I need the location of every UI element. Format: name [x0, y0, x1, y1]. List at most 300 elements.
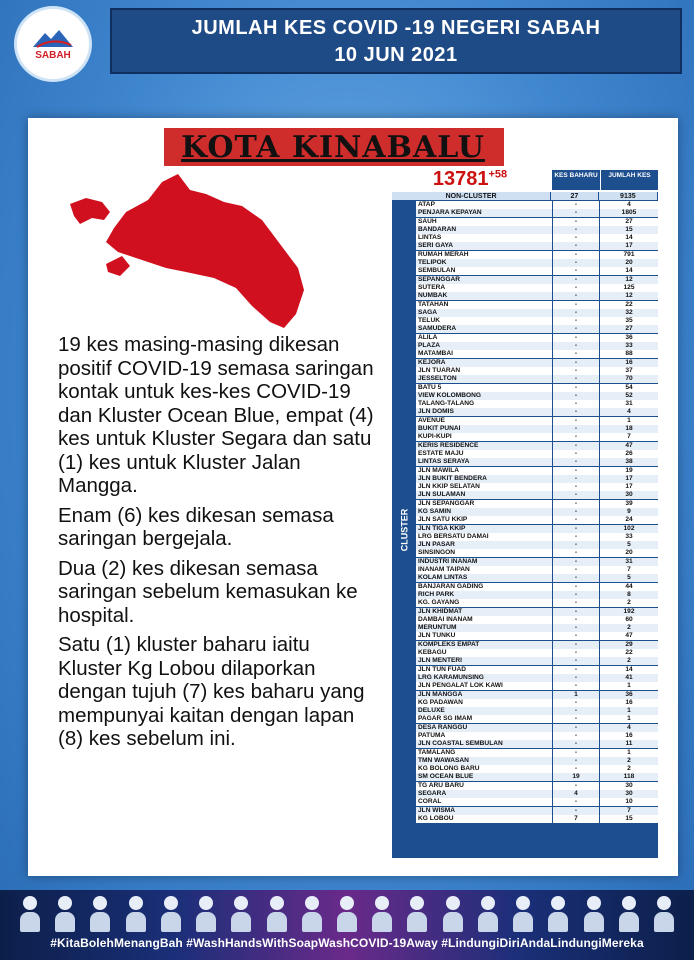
cluster-name: DELUXE — [416, 707, 552, 715]
cluster-total-cases: 118 — [600, 773, 658, 781]
cluster-new-cases: 19 — [553, 773, 599, 781]
person-icon — [126, 896, 146, 932]
cluster-name: BATU 5 — [416, 384, 552, 392]
cluster-new-cases: - — [553, 666, 599, 674]
cluster-name: KEJORA — [416, 359, 552, 367]
cluster-total-cases: 5 — [600, 574, 658, 582]
district-title: KOTA KINABALU — [181, 130, 485, 165]
table-row — [416, 583, 658, 591]
cluster-new-cases: - — [553, 467, 599, 475]
mountain-logo-icon — [31, 27, 75, 49]
cluster-total-cases: 47 — [600, 632, 658, 640]
cluster-new-cases: - — [553, 276, 599, 284]
table-row — [416, 491, 658, 499]
cluster-total-cases: 36 — [600, 334, 658, 342]
cluster-new-cases: - — [553, 259, 599, 267]
cluster-name: TELIPOK — [416, 259, 552, 267]
table-row — [416, 533, 658, 541]
cluster-total-cases: 2 — [600, 765, 658, 773]
cluster-new-cases: - — [553, 682, 599, 690]
table-row — [416, 807, 658, 815]
cluster-new-cases: - — [553, 549, 599, 557]
cluster-total-cases: 125 — [600, 284, 658, 292]
cluster-name: INDUSTRI INANAM — [416, 558, 552, 566]
person-icon — [20, 896, 40, 932]
cluster-new-cases: - — [553, 566, 599, 574]
cluster-new-cases: - — [553, 715, 599, 723]
cluster-name: TELUK — [416, 317, 552, 325]
table-row — [416, 458, 658, 466]
table-row — [416, 317, 658, 325]
cluster-name: SERI GAYA — [416, 242, 552, 250]
table-row — [416, 773, 658, 781]
cluster-name: CORAL — [416, 798, 552, 806]
table-row — [416, 574, 658, 582]
cluster-name: JLN KHIDMAT — [416, 608, 552, 616]
non-cluster-label: NON-CLUSTER — [392, 192, 551, 200]
cluster-total-cases: 31 — [600, 558, 658, 566]
cluster-name: DESA RANGGU — [416, 724, 552, 732]
table-row — [416, 624, 658, 632]
table-row — [416, 292, 658, 300]
cluster-side-label-text: CLUSTER — [399, 508, 409, 551]
cluster-total-cases: 35 — [600, 317, 658, 325]
cluster-new-cases: - — [553, 740, 599, 748]
cluster-name: MATAMBAI — [416, 350, 552, 358]
person-icon — [337, 896, 357, 932]
cluster-total-cases: 1 — [600, 749, 658, 757]
cluster-total-cases: 54 — [600, 384, 658, 392]
table-row — [416, 400, 658, 408]
cluster-name: SEMBULAN — [416, 267, 552, 275]
cluster-total-cases: 16 — [600, 699, 658, 707]
cluster-total-cases: 20 — [600, 259, 658, 267]
cluster-total-cases: 39 — [600, 500, 658, 508]
cluster-new-cases: - — [553, 616, 599, 624]
cluster-total-cases: 15 — [600, 226, 658, 234]
table-row — [416, 309, 658, 317]
cluster-total-cases: 9 — [600, 508, 658, 516]
cluster-total-cases: 2 — [600, 757, 658, 765]
table-row — [416, 549, 658, 557]
cluster-total-cases: 44 — [600, 583, 658, 591]
cluster-name: JESSELTON — [416, 375, 552, 383]
person-icon — [55, 896, 75, 932]
cluster-new-cases: 7 — [553, 815, 599, 823]
table-row — [416, 798, 658, 806]
cluster-name: KG SAMIN — [416, 508, 552, 516]
cluster-total-cases: 37 — [600, 367, 658, 375]
total-value: 13781 — [432, 168, 489, 190]
cluster-name: INANAM TAIPAN — [416, 566, 552, 574]
cluster-total-cases: 4 — [600, 724, 658, 732]
table-row — [416, 384, 658, 392]
cluster-name: KG LOBOU — [416, 815, 552, 823]
cluster-name: BANDARAN — [416, 226, 552, 234]
cluster-new-cases: - — [553, 201, 599, 209]
cluster-name: DAMBAI INANAM — [416, 616, 552, 624]
cluster-new-cases: - — [553, 284, 599, 292]
cluster-new-cases: - — [553, 608, 599, 616]
cluster-new-cases: - — [553, 541, 599, 549]
table-row — [416, 359, 658, 367]
cluster-new-cases: - — [553, 525, 599, 533]
cluster-total-cases: 22 — [600, 301, 658, 309]
table-row — [416, 325, 658, 333]
table-row — [416, 475, 658, 483]
cluster-total-cases: 16 — [600, 359, 658, 367]
cluster-name: JLN SULAMAN — [416, 491, 552, 499]
table-row — [416, 516, 658, 524]
cluster-name: JLN MANGGA — [416, 691, 552, 699]
cluster-total-cases: 30 — [600, 782, 658, 790]
cluster-name: TAMALANG — [416, 749, 552, 757]
cluster-name: JLN COASTAL SEMBULAN — [416, 740, 552, 748]
cluster-new-cases: - — [553, 392, 599, 400]
table-row — [416, 201, 658, 209]
person-icon — [478, 896, 498, 932]
cluster-name: KG PADAWAN — [416, 699, 552, 707]
cluster-name: ATAP — [416, 201, 552, 209]
cluster-name: JLN DOMIS — [416, 408, 552, 416]
cluster-total-cases: 192 — [600, 608, 658, 616]
cluster-new-cases: - — [553, 624, 599, 632]
cluster-name: BANJARAN GADING — [416, 583, 552, 591]
table-row — [416, 591, 658, 599]
cluster-total-cases: 1805 — [600, 209, 658, 217]
person-icon — [513, 896, 533, 932]
person-icon — [372, 896, 392, 932]
table-row — [416, 782, 658, 790]
cluster-new-cases: - — [553, 500, 599, 508]
cluster-new-cases: - — [553, 724, 599, 732]
cluster-name: RUMAH MERAH — [416, 251, 552, 259]
table-row — [416, 259, 658, 267]
cluster-total-cases: 1 — [600, 682, 658, 690]
person-icon — [90, 896, 110, 932]
kota-kinabalu-map-icon — [66, 172, 316, 332]
narrative-paragraph-1: 19 kes masing-masing dikesan positif COVID-19 semasa saringan kontak untuk kes-kes COVID-19 dan Kluster Ocean Blue, empat (4) kes untuk Kluster Segara dan satu (1) kes untuk Kluster Jalan Mangga. — [58, 333, 374, 497]
cluster-new-cases: - — [553, 641, 599, 649]
cluster-total-cases: 17 — [600, 475, 658, 483]
cluster-name: JLN TUN FUAD — [416, 666, 552, 674]
table-row — [416, 740, 658, 748]
cluster-total-cases: 1 — [600, 417, 658, 425]
cluster-new-cases: - — [553, 309, 599, 317]
cluster-name: KOMPLEKS EMPAT — [416, 641, 552, 649]
cluster-name: RICH PARK — [416, 591, 552, 599]
cluster-name: TMN WAWASAN — [416, 757, 552, 765]
cluster-new-cases: - — [553, 325, 599, 333]
header-date: 10 JUN 2021 — [334, 44, 458, 66]
cluster-new-cases: - — [553, 218, 599, 226]
table-row — [416, 815, 658, 823]
cluster-new-cases: - — [553, 583, 599, 591]
cluster-total-cases: 52 — [600, 392, 658, 400]
cluster-new-cases: - — [553, 483, 599, 491]
table-row — [416, 508, 658, 516]
table-row — [416, 707, 658, 715]
cluster-name: TALANG-TALANG — [416, 400, 552, 408]
cluster-total-cases: 7 — [600, 807, 658, 815]
cluster-total-cases: 33 — [600, 533, 658, 541]
table-row — [416, 467, 658, 475]
frontliner-figures — [20, 896, 674, 934]
header-title: JUMLAH KES COVID -19 NEGERI SABAH — [191, 17, 601, 39]
cluster-new-cases: - — [553, 317, 599, 325]
cluster-total-cases: 7 — [600, 566, 658, 574]
cluster-name: NUMBAK — [416, 292, 552, 300]
person-icon — [196, 896, 216, 932]
cluster-name: TATAHAN — [416, 301, 552, 309]
table-row — [416, 608, 658, 616]
person-icon — [231, 896, 251, 932]
table-row — [416, 483, 658, 491]
cluster-name: KOLAM LINTAS — [416, 574, 552, 582]
footer-hashtags: #KitaBolehMenangBah #WashHandsWithSoapWashCOVID-19Away #LindungiDiriAndaLindungiMereka — [50, 936, 644, 950]
cluster-total-cases: 47 — [600, 442, 658, 450]
cluster-new-cases: - — [553, 400, 599, 408]
cluster-total-cases: 7 — [600, 433, 658, 441]
cluster-total-cases: 70 — [600, 375, 658, 383]
table-row — [416, 732, 658, 740]
table-row — [416, 276, 658, 284]
table-row — [416, 442, 658, 450]
cluster-total-cases: 17 — [600, 242, 658, 250]
cluster-new-cases: - — [553, 674, 599, 682]
table-row — [416, 209, 658, 217]
cluster-name: LINTAS — [416, 234, 552, 242]
table-row — [416, 641, 658, 649]
cluster-name: SEGARA — [416, 790, 552, 798]
narrative-paragraph-4: Satu (1) kluster baharu iaitu Kluster Kg Lobou dilaporkan dengan tujuh (7) kes baharu yang mempunyai kaitan dengan lapan (8) kes sebelum ini. — [58, 633, 365, 750]
cluster-new-cases: - — [553, 632, 599, 640]
cluster-total-cases: 4 — [600, 201, 658, 209]
col-header-new: KES BAHARU — [552, 170, 600, 190]
cluster-total-cases: 10 — [600, 798, 658, 806]
table-row — [416, 674, 658, 682]
logo — [14, 6, 92, 82]
person-icon — [548, 896, 568, 932]
cluster-total-cases: 26 — [600, 450, 658, 458]
cluster-name: SAGA — [416, 309, 552, 317]
cluster-name: JLN KKIP SELATAN — [416, 483, 552, 491]
cluster-total-cases: 33 — [600, 342, 658, 350]
table-row — [416, 367, 658, 375]
cluster-total-cases: 15 — [600, 815, 658, 823]
cluster-total-cases: 4 — [600, 408, 658, 416]
cluster-new-cases: - — [553, 267, 599, 275]
table-row — [416, 699, 658, 707]
table-row — [416, 267, 658, 275]
cluster-total-cases: 1 — [600, 707, 658, 715]
cluster-name: JLN WISMA — [416, 807, 552, 815]
narrative-paragraph-3: Dua (2) kes dikesan semasa saringan sebelum kemasukan ke hospital. — [58, 556, 358, 627]
table-row — [416, 425, 658, 433]
cluster-name: SM OCEAN BLUE — [416, 773, 552, 781]
cluster-total-cases: 12 — [600, 276, 658, 284]
cluster-total-cases: 30 — [600, 790, 658, 798]
cluster-total-cases: 19 — [600, 467, 658, 475]
person-icon — [407, 896, 427, 932]
person-icon — [443, 896, 463, 932]
cluster-new-cases: - — [553, 384, 599, 392]
cluster-new-cases: - — [553, 749, 599, 757]
cluster-table — [392, 192, 658, 858]
cluster-total-cases: 12 — [600, 292, 658, 300]
cluster-total-cases: 31 — [600, 400, 658, 408]
cluster-name: SAUH — [416, 218, 552, 226]
cluster-total-cases: 24 — [600, 516, 658, 524]
table-row — [416, 417, 658, 425]
cluster-new-cases: - — [553, 657, 599, 665]
cluster-name: KEBAGU — [416, 649, 552, 657]
table-row — [416, 724, 658, 732]
cluster-name: JLN BUKIT BENDERA — [416, 475, 552, 483]
cluster-name: PLAZA — [416, 342, 552, 350]
table-row — [416, 749, 658, 757]
cluster-name: SEPANGGAR — [416, 276, 552, 284]
person-icon — [267, 896, 287, 932]
table-row — [416, 566, 658, 574]
non-cluster-total: 9135 — [599, 192, 658, 200]
person-icon — [654, 896, 674, 932]
cluster-new-cases: - — [553, 342, 599, 350]
cluster-total-cases: 8 — [600, 591, 658, 599]
cluster-new-cases: - — [553, 234, 599, 242]
cluster-new-cases: - — [553, 450, 599, 458]
table-row — [416, 334, 658, 342]
cluster-name: JLN SEPANGGAR — [416, 500, 552, 508]
cluster-total-cases: 2 — [600, 657, 658, 665]
cluster-new-cases: - — [553, 533, 599, 541]
cluster-new-cases: - — [553, 367, 599, 375]
table-row — [416, 433, 658, 441]
cluster-new-cases: - — [553, 425, 599, 433]
cluster-name: AVENUE — [416, 417, 552, 425]
cluster-new-cases: - — [553, 359, 599, 367]
cluster-name: JLN TUNKU — [416, 632, 552, 640]
cluster-new-cases: - — [553, 491, 599, 499]
cluster-total-cases: 2 — [600, 599, 658, 607]
table-row — [416, 666, 658, 674]
cluster-new-cases: - — [553, 442, 599, 450]
cluster-total-cases: 2 — [600, 624, 658, 632]
cluster-new-cases: - — [553, 699, 599, 707]
table-row — [416, 558, 658, 566]
table-row — [416, 599, 658, 607]
table-row — [416, 242, 658, 250]
cluster-name: KERIS RESIDENCE — [416, 442, 552, 450]
cluster-total-cases: 1 — [600, 715, 658, 723]
cluster-name: MERUNTUM — [416, 624, 552, 632]
cluster-new-cases: - — [553, 251, 599, 259]
cluster-total-cases: 38 — [600, 458, 658, 466]
cluster-new-cases: - — [553, 649, 599, 657]
table-row — [416, 234, 658, 242]
table-row — [416, 632, 658, 640]
cluster-new-cases: - — [553, 757, 599, 765]
person-icon — [619, 896, 639, 932]
table-row — [416, 284, 658, 292]
cluster-name: JLN MENTERI — [416, 657, 552, 665]
cluster-total-cases: 14 — [600, 234, 658, 242]
table-row — [416, 765, 658, 773]
cluster-total-cases: 32 — [600, 309, 658, 317]
table-row — [416, 657, 658, 665]
table-row — [416, 757, 658, 765]
cluster-name: LRG BERSATU DAMAI — [416, 533, 552, 541]
non-cluster-row — [392, 192, 658, 200]
table-row — [416, 525, 658, 533]
cluster-name: VIEW KOLOMBONG — [416, 392, 552, 400]
table-row — [416, 682, 658, 690]
cluster-new-cases: - — [553, 798, 599, 806]
cluster-total-cases: 27 — [600, 218, 658, 226]
cluster-total-cases: 60 — [600, 616, 658, 624]
table-row — [416, 691, 658, 699]
total-cases — [390, 168, 550, 192]
table-row — [416, 649, 658, 657]
cluster-new-cases: - — [553, 417, 599, 425]
cluster-name: SUTERA — [416, 284, 552, 292]
cluster-name: LRG KARAMUNSING — [416, 674, 552, 682]
cluster-side-label — [392, 201, 416, 858]
cluster-new-cases: 1 — [553, 691, 599, 699]
logo-text: SABAH — [35, 50, 71, 61]
table-row — [416, 616, 658, 624]
cluster-name: JLN SATU KKIP — [416, 516, 552, 524]
cluster-new-cases: - — [553, 782, 599, 790]
cluster-name: TG ARU BARU — [416, 782, 552, 790]
cluster-name: KUPI-KUPI — [416, 433, 552, 441]
table-row — [416, 790, 658, 798]
cluster-name: PATUMA — [416, 732, 552, 740]
table-row — [416, 715, 658, 723]
table-row — [416, 226, 658, 234]
table-row — [416, 342, 658, 350]
cluster-name: KG. GAYANG — [416, 599, 552, 607]
page-header — [110, 8, 682, 74]
cluster-total-cases: 14 — [600, 666, 658, 674]
cluster-name: SAMUDERA — [416, 325, 552, 333]
cluster-new-cases: - — [553, 574, 599, 582]
table-row — [416, 375, 658, 383]
cluster-new-cases: - — [553, 707, 599, 715]
cluster-total-cases: 20 — [600, 549, 658, 557]
cluster-name: JLN TUARAN — [416, 367, 552, 375]
table-row — [416, 251, 658, 259]
col-header-total: JUMLAH KES — [601, 170, 658, 190]
cluster-name: JLN PENGALAT LOK KAWI — [416, 682, 552, 690]
person-icon — [584, 896, 604, 932]
cluster-new-cases: - — [553, 350, 599, 358]
cluster-name: BUKIT PUNAI — [416, 425, 552, 433]
total-delta: +58 — [488, 168, 508, 181]
cluster-new-cases: - — [553, 765, 599, 773]
cluster-new-cases: - — [553, 292, 599, 300]
table-row — [416, 392, 658, 400]
cluster-new-cases: - — [553, 516, 599, 524]
cluster-total-cases: 5 — [600, 541, 658, 549]
cluster-new-cases: - — [553, 226, 599, 234]
cluster-name: LINTAS SERAYA — [416, 458, 552, 466]
cluster-total-cases: 36 — [600, 691, 658, 699]
table-row — [416, 541, 658, 549]
cluster-total-cases: 41 — [600, 674, 658, 682]
cluster-total-cases: 27 — [600, 325, 658, 333]
cluster-total-cases: 88 — [600, 350, 658, 358]
